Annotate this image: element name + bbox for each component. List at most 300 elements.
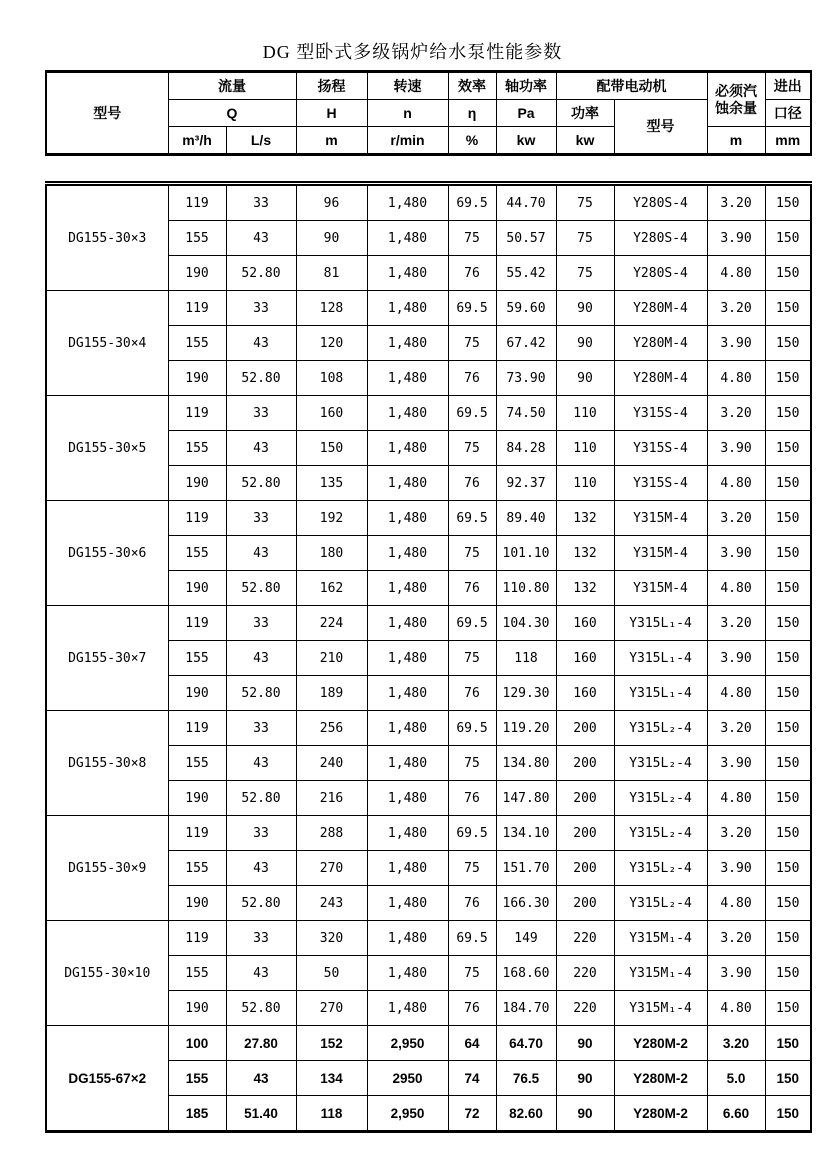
cell-head-m: 270 [296, 851, 367, 886]
cell-head-m: 120 [296, 326, 367, 361]
cell-speed-rmin: 1,480 [367, 431, 448, 466]
cell-efficiency-pct: 76 [448, 886, 496, 921]
cell-q-ls: 52.80 [226, 571, 296, 606]
cell-shaft-power-kw: 119.20 [496, 711, 556, 746]
cell-motor-model: Y315L₁-4 [614, 676, 707, 711]
pump-model: DG155-30×4 [46, 291, 168, 396]
cell-motor-model: Y315M₁-4 [614, 991, 707, 1026]
pump-model: DG155-30×7 [46, 606, 168, 711]
cell-npsh-m: 3.90 [707, 431, 765, 466]
cell-npsh-m: 3.90 [707, 326, 765, 361]
cell-head-m: 135 [296, 466, 367, 501]
cell-port-mm: 150 [765, 256, 811, 291]
cell-q-m3h: 155 [168, 221, 226, 256]
cell-motor-model: Y280M-2 [614, 1061, 707, 1096]
cell-head-m: 96 [296, 184, 367, 221]
cell-motor-model: Y315S-4 [614, 396, 707, 431]
unit-mm: mm [765, 127, 811, 155]
cell-shaft-power-kw: 92.37 [496, 466, 556, 501]
cell-q-ls: 33 [226, 184, 296, 221]
cell-head-m: 288 [296, 816, 367, 851]
unit-percent: % [448, 127, 496, 155]
cell-motor-power-kw: 132 [556, 536, 614, 571]
cell-q-m3h: 155 [168, 431, 226, 466]
cell-q-m3h: 190 [168, 466, 226, 501]
cell-motor-power-kw: 220 [556, 991, 614, 1026]
cell-speed-rmin: 1,480 [367, 676, 448, 711]
cell-motor-model: Y315M-4 [614, 571, 707, 606]
cell-speed-rmin: 1,480 [367, 361, 448, 396]
cell-motor-power-kw: 132 [556, 571, 614, 606]
cell-q-ls: 52.80 [226, 676, 296, 711]
cell-shaft-power-kw: 59.60 [496, 291, 556, 326]
cell-efficiency-pct: 75 [448, 746, 496, 781]
cell-port-mm: 150 [765, 501, 811, 536]
cell-efficiency-pct: 64 [448, 1026, 496, 1061]
cell-port-mm: 150 [765, 466, 811, 501]
cell-speed-rmin: 2950 [367, 1061, 448, 1096]
cell-efficiency-pct: 76 [448, 256, 496, 291]
cell-port-mm: 150 [765, 361, 811, 396]
cell-shaft-power-kw: 166.30 [496, 886, 556, 921]
table-row [46, 291, 811, 326]
cell-q-ls: 43 [226, 641, 296, 676]
cell-efficiency-pct: 74 [448, 1061, 496, 1096]
cell-port-mm: 150 [765, 221, 811, 256]
cell-q-ls: 33 [226, 291, 296, 326]
cell-efficiency-pct: 69.5 [448, 396, 496, 431]
cell-motor-model: Y315L₂-4 [614, 886, 707, 921]
cell-motor-model: Y315M-4 [614, 536, 707, 571]
cell-shaft-power-kw: 101.10 [496, 536, 556, 571]
cell-q-ls: 52.80 [226, 361, 296, 396]
cell-motor-power-kw: 160 [556, 676, 614, 711]
cell-head-m: 81 [296, 256, 367, 291]
cell-npsh-m: 3.20 [707, 816, 765, 851]
cell-speed-rmin: 1,480 [367, 781, 448, 816]
cell-q-ls: 52.80 [226, 256, 296, 291]
cell-speed-rmin: 1,480 [367, 746, 448, 781]
cell-npsh-m: 3.20 [707, 711, 765, 746]
cell-npsh-m: 4.80 [707, 256, 765, 291]
cell-motor-model: Y280M-2 [614, 1096, 707, 1132]
cell-port-mm: 150 [765, 291, 811, 326]
cell-shaft-power-kw: 110.80 [496, 571, 556, 606]
cell-motor-power-kw: 132 [556, 501, 614, 536]
unit-m-head: m [296, 127, 367, 155]
cell-npsh-m: 5.0 [707, 1061, 765, 1096]
cell-q-m3h: 100 [168, 1026, 226, 1061]
cell-npsh-m: 4.80 [707, 361, 765, 396]
cell-motor-model: Y280S-4 [614, 256, 707, 291]
cell-motor-power-kw: 200 [556, 781, 614, 816]
cell-motor-model: Y315L₂-4 [614, 816, 707, 851]
cell-q-m3h: 119 [168, 396, 226, 431]
symbol-q: Q [168, 100, 296, 127]
cell-head-m: 240 [296, 746, 367, 781]
cell-head-m: 189 [296, 676, 367, 711]
pump-model: DG155-30×3 [46, 184, 168, 291]
cell-motor-power-kw: 110 [556, 396, 614, 431]
cell-motor-power-kw: 200 [556, 886, 614, 921]
cell-head-m: 180 [296, 536, 367, 571]
cell-shaft-power-kw: 55.42 [496, 256, 556, 291]
cell-head-m: 216 [296, 781, 367, 816]
cell-port-mm: 150 [765, 956, 811, 991]
cell-shaft-power-kw: 73.90 [496, 361, 556, 396]
cell-port-mm: 150 [765, 1096, 811, 1132]
cell-efficiency-pct: 69.5 [448, 711, 496, 746]
cell-speed-rmin: 1,480 [367, 571, 448, 606]
cell-head-m: 90 [296, 221, 367, 256]
cell-npsh-m: 4.80 [707, 781, 765, 816]
cell-efficiency-pct: 75 [448, 641, 496, 676]
cell-speed-rmin: 1,480 [367, 886, 448, 921]
cell-speed-rmin: 1,480 [367, 991, 448, 1026]
cell-motor-power-kw: 75 [556, 256, 614, 291]
cell-motor-power-kw: 90 [556, 326, 614, 361]
cell-npsh-m: 4.80 [707, 991, 765, 1026]
cell-efficiency-pct: 75 [448, 431, 496, 466]
cell-efficiency-pct: 75 [448, 851, 496, 886]
cell-speed-rmin: 1,480 [367, 711, 448, 746]
cell-q-m3h: 119 [168, 291, 226, 326]
col-header-head: 扬程 [296, 72, 367, 100]
cell-npsh-m: 3.90 [707, 641, 765, 676]
cell-port-mm: 150 [765, 326, 811, 361]
cell-shaft-power-kw: 84.28 [496, 431, 556, 466]
cell-q-ls: 51.40 [226, 1096, 296, 1132]
cell-head-m: 50 [296, 956, 367, 991]
cell-speed-rmin: 1,480 [367, 326, 448, 361]
cell-port-mm: 150 [765, 431, 811, 466]
cell-motor-power-kw: 90 [556, 361, 614, 396]
cell-efficiency-pct: 75 [448, 956, 496, 991]
cell-port-mm: 150 [765, 781, 811, 816]
cell-npsh-m: 3.20 [707, 184, 765, 221]
cell-motor-power-kw: 110 [556, 431, 614, 466]
cell-q-m3h: 190 [168, 781, 226, 816]
cell-speed-rmin: 1,480 [367, 291, 448, 326]
table-row [46, 501, 811, 536]
cell-head-m: 150 [296, 431, 367, 466]
cell-q-m3h: 119 [168, 184, 226, 221]
table-row [46, 1026, 811, 1061]
cell-q-m3h: 155 [168, 851, 226, 886]
table-row [46, 816, 811, 851]
unit-rmin: r/min [367, 127, 448, 155]
cell-motor-power-kw: 200 [556, 816, 614, 851]
cell-q-ls: 52.80 [226, 466, 296, 501]
symbol-n: n [367, 100, 448, 127]
col-header-motor-model: 型号 [614, 100, 707, 155]
cell-npsh-m: 4.80 [707, 886, 765, 921]
cell-motor-model: Y280M-2 [614, 1026, 707, 1061]
cell-speed-rmin: 1,480 [367, 221, 448, 256]
cell-port-mm: 150 [765, 816, 811, 851]
cell-port-mm: 150 [765, 746, 811, 781]
col-header-motor-group: 配带电动机 [556, 72, 707, 100]
cell-shaft-power-kw: 104.30 [496, 606, 556, 641]
cell-motor-power-kw: 220 [556, 921, 614, 956]
cell-efficiency-pct: 69.5 [448, 606, 496, 641]
cell-port-mm: 150 [765, 1026, 811, 1061]
unit-ls: L/s [226, 127, 296, 155]
cell-speed-rmin: 1,480 [367, 921, 448, 956]
cell-npsh-m: 3.90 [707, 536, 765, 571]
cell-port-mm: 150 [765, 536, 811, 571]
unit-kw-motor: kw [556, 127, 614, 155]
cell-shaft-power-kw: 74.50 [496, 396, 556, 431]
cell-motor-power-kw: 200 [556, 746, 614, 781]
cell-q-ls: 43 [226, 431, 296, 466]
cell-motor-model: Y315M₁-4 [614, 921, 707, 956]
cell-q-m3h: 190 [168, 886, 226, 921]
cell-q-m3h: 155 [168, 641, 226, 676]
cell-q-m3h: 190 [168, 256, 226, 291]
cell-npsh-m: 3.90 [707, 746, 765, 781]
cell-motor-model: Y315L₁-4 [614, 641, 707, 676]
cell-head-m: 192 [296, 501, 367, 536]
cell-speed-rmin: 1,480 [367, 816, 448, 851]
cell-motor-model: Y315L₂-4 [614, 711, 707, 746]
col-header-efficiency: 效率 [448, 72, 496, 100]
cell-speed-rmin: 1,480 [367, 956, 448, 991]
cell-motor-power-kw: 110 [556, 466, 614, 501]
symbol-eta: η [448, 100, 496, 127]
cell-port-mm: 150 [765, 606, 811, 641]
cell-efficiency-pct: 72 [448, 1096, 496, 1132]
cell-npsh-m: 3.20 [707, 921, 765, 956]
cell-npsh-m: 3.90 [707, 956, 765, 991]
cell-speed-rmin: 1,480 [367, 184, 448, 221]
cell-q-ls: 43 [226, 326, 296, 361]
cell-motor-model: Y280M-4 [614, 326, 707, 361]
cell-q-m3h: 155 [168, 1061, 226, 1096]
cell-shaft-power-kw: 151.70 [496, 851, 556, 886]
cell-q-ls: 33 [226, 606, 296, 641]
cell-shaft-power-kw: 134.80 [496, 746, 556, 781]
cell-head-m: 243 [296, 886, 367, 921]
cell-q-m3h: 190 [168, 991, 226, 1026]
npsh-label-line1: 必须汽 [715, 83, 757, 100]
table-row [46, 396, 811, 431]
table-row [46, 921, 811, 956]
col-header-model: 型号 [46, 72, 168, 155]
cell-shaft-power-kw: 64.70 [496, 1026, 556, 1061]
cell-q-ls: 33 [226, 921, 296, 956]
cell-q-m3h: 190 [168, 676, 226, 711]
cell-efficiency-pct: 76 [448, 361, 496, 396]
cell-head-m: 210 [296, 641, 367, 676]
cell-efficiency-pct: 76 [448, 781, 496, 816]
unit-m3h: m³/h [168, 127, 226, 155]
cell-shaft-power-kw: 67.42 [496, 326, 556, 361]
cell-head-m: 128 [296, 291, 367, 326]
cell-efficiency-pct: 76 [448, 676, 496, 711]
cell-head-m: 256 [296, 711, 367, 746]
cell-speed-rmin: 1,480 [367, 256, 448, 291]
cell-speed-rmin: 1,480 [367, 606, 448, 641]
cell-motor-power-kw: 200 [556, 711, 614, 746]
cell-q-ls: 33 [226, 396, 296, 431]
cell-efficiency-pct: 69.5 [448, 921, 496, 956]
cell-speed-rmin: 1,480 [367, 396, 448, 431]
cell-q-ls: 43 [226, 956, 296, 991]
symbol-pa: Pa [496, 100, 556, 127]
table-row [46, 711, 811, 746]
col-header-motor-power: 功率 [556, 100, 614, 127]
table-row [46, 606, 811, 641]
cell-efficiency-pct: 76 [448, 571, 496, 606]
cell-port-mm: 150 [765, 676, 811, 711]
cell-shaft-power-kw: 134.10 [496, 816, 556, 851]
col-header-flow: 流量 [168, 72, 296, 100]
cell-shaft-power-kw: 129.30 [496, 676, 556, 711]
cell-q-m3h: 119 [168, 816, 226, 851]
cell-npsh-m: 3.90 [707, 851, 765, 886]
cell-q-ls: 27.80 [226, 1026, 296, 1061]
unit-kw-shaft: kw [496, 127, 556, 155]
cell-motor-model: Y315L₁-4 [614, 606, 707, 641]
cell-motor-model: Y280M-4 [614, 291, 707, 326]
pump-model: DG155-30×8 [46, 711, 168, 816]
cell-motor-power-kw: 90 [556, 1096, 614, 1132]
cell-motor-model: Y315M₁-4 [614, 956, 707, 991]
header-table [45, 70, 812, 156]
cell-head-m: 160 [296, 396, 367, 431]
cell-motor-model: Y315S-4 [614, 466, 707, 501]
pump-model: DG155-30×5 [46, 396, 168, 501]
cell-q-ls: 52.80 [226, 991, 296, 1026]
cell-shaft-power-kw: 147.80 [496, 781, 556, 816]
cell-speed-rmin: 1,480 [367, 466, 448, 501]
cell-q-ls: 52.80 [226, 781, 296, 816]
cell-port-mm: 150 [765, 991, 811, 1026]
cell-motor-model: Y315M-4 [614, 501, 707, 536]
cell-npsh-m: 6.60 [707, 1096, 765, 1132]
cell-q-ls: 52.80 [226, 886, 296, 921]
cell-head-m: 108 [296, 361, 367, 396]
cell-npsh-m: 3.20 [707, 606, 765, 641]
cell-speed-rmin: 1,480 [367, 851, 448, 886]
cell-shaft-power-kw: 44.70 [496, 184, 556, 221]
table-row [46, 184, 811, 221]
cell-head-m: 118 [296, 1096, 367, 1132]
cell-shaft-power-kw: 89.40 [496, 501, 556, 536]
cell-q-ls: 43 [226, 851, 296, 886]
cell-q-m3h: 155 [168, 326, 226, 361]
cell-port-mm: 150 [765, 641, 811, 676]
col-header-speed: 转速 [367, 72, 448, 100]
cell-shaft-power-kw: 82.60 [496, 1096, 556, 1132]
cell-npsh-m: 3.20 [707, 1026, 765, 1061]
cell-npsh-m: 4.80 [707, 571, 765, 606]
page-title: DG 型卧式多级锅炉给水泵性能参数 [262, 42, 563, 62]
cell-efficiency-pct: 75 [448, 536, 496, 571]
cell-head-m: 320 [296, 921, 367, 956]
cell-efficiency-pct: 69.5 [448, 501, 496, 536]
cell-head-m: 162 [296, 571, 367, 606]
cell-motor-model: Y280M-4 [614, 361, 707, 396]
cell-q-m3h: 119 [168, 711, 226, 746]
cell-q-m3h: 155 [168, 536, 226, 571]
cell-shaft-power-kw: 168.60 [496, 956, 556, 991]
cell-motor-model: Y315S-4 [614, 431, 707, 466]
cell-efficiency-pct: 76 [448, 991, 496, 1026]
col-header-port: 口径 [765, 100, 811, 127]
cell-port-mm: 150 [765, 711, 811, 746]
cell-motor-power-kw: 160 [556, 641, 614, 676]
cell-motor-power-kw: 220 [556, 956, 614, 991]
cell-port-mm: 150 [765, 396, 811, 431]
cell-motor-power-kw: 90 [556, 1026, 614, 1061]
cell-shaft-power-kw: 118 [496, 641, 556, 676]
cell-q-ls: 33 [226, 711, 296, 746]
cell-head-m: 134 [296, 1061, 367, 1096]
cell-q-m3h: 190 [168, 571, 226, 606]
cell-motor-power-kw: 75 [556, 221, 614, 256]
cell-shaft-power-kw: 149 [496, 921, 556, 956]
cell-q-ls: 43 [226, 536, 296, 571]
cell-speed-rmin: 2,950 [367, 1096, 448, 1132]
cell-speed-rmin: 1,480 [367, 536, 448, 571]
cell-efficiency-pct: 69.5 [448, 816, 496, 851]
cell-npsh-m: 3.20 [707, 291, 765, 326]
cell-shaft-power-kw: 184.70 [496, 991, 556, 1026]
unit-m-npsh: m [707, 127, 765, 155]
cell-motor-model: Y315L₂-4 [614, 746, 707, 781]
cell-speed-rmin: 1,480 [367, 641, 448, 676]
pump-model: DG155-67×2 [46, 1026, 168, 1132]
col-header-shaft-power: 轴功率 [496, 72, 556, 100]
cell-q-ls: 43 [226, 221, 296, 256]
cell-npsh-m: 3.90 [707, 221, 765, 256]
cell-head-m: 270 [296, 991, 367, 1026]
cell-port-mm: 150 [765, 571, 811, 606]
cell-motor-model: Y280S-4 [614, 184, 707, 221]
cell-npsh-m: 4.80 [707, 466, 765, 501]
cell-motor-power-kw: 75 [556, 184, 614, 221]
cell-motor-power-kw: 90 [556, 1061, 614, 1096]
cell-q-m3h: 155 [168, 746, 226, 781]
cell-motor-power-kw: 90 [556, 291, 614, 326]
cell-q-m3h: 155 [168, 956, 226, 991]
header-row-1 [46, 72, 811, 100]
cell-port-mm: 150 [765, 921, 811, 956]
cell-motor-power-kw: 200 [556, 851, 614, 886]
cell-q-ls: 33 [226, 501, 296, 536]
pump-model: DG155-30×6 [46, 501, 168, 606]
cell-shaft-power-kw: 76.5 [496, 1061, 556, 1096]
cell-npsh-m: 3.20 [707, 396, 765, 431]
cell-q-m3h: 119 [168, 921, 226, 956]
cell-port-mm: 150 [765, 184, 811, 221]
pump-model: DG155-30×10 [46, 921, 168, 1026]
npsh-label-line2: 蚀余量 [715, 99, 757, 116]
cell-motor-model: Y315L₂-4 [614, 851, 707, 886]
cell-q-m3h: 185 [168, 1096, 226, 1132]
cell-efficiency-pct: 75 [448, 221, 496, 256]
cell-speed-rmin: 1,480 [367, 501, 448, 536]
cell-port-mm: 150 [765, 886, 811, 921]
cell-head-m: 224 [296, 606, 367, 641]
cell-port-mm: 150 [765, 851, 811, 886]
cell-head-m: 152 [296, 1026, 367, 1061]
col-header-npsh [707, 72, 765, 127]
cell-motor-model: Y315L₂-4 [614, 781, 707, 816]
cell-port-mm: 150 [765, 1061, 811, 1096]
